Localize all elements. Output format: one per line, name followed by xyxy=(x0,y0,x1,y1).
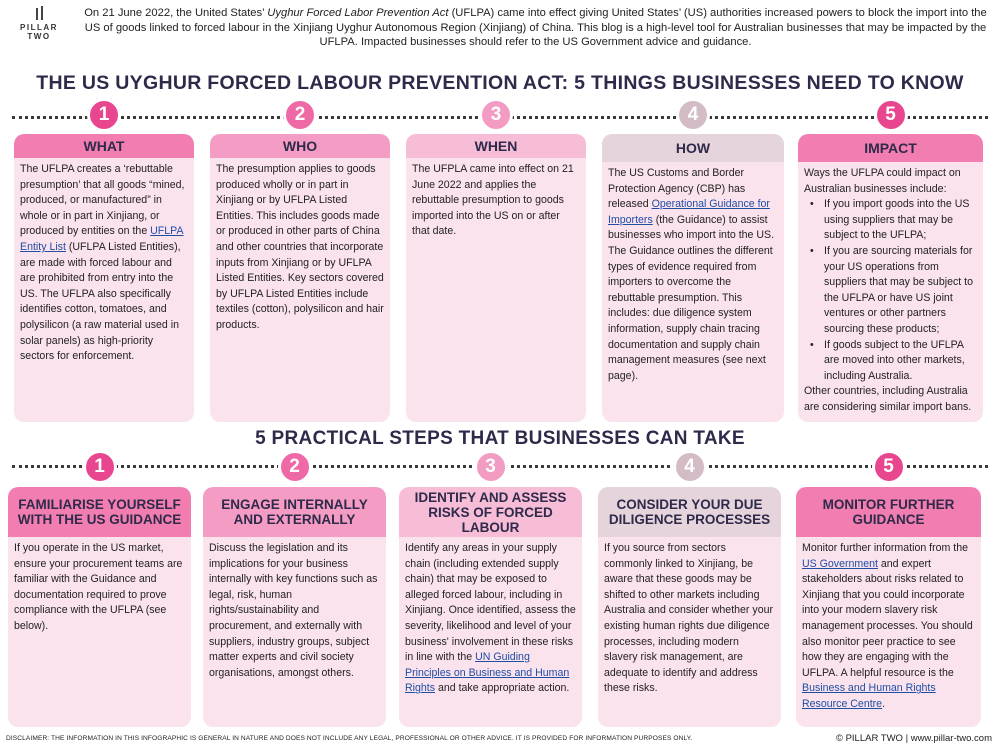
intro-text-2: (UFLPA) came into effect giving United States’ (US) authorities increased powers to block the import into the US of goods linked to forced labour in the Xinjiang Uyghur Autonomous Region (Xinjiang) of China. This blog is a high-level tool for Australian businesses that may be impacted by the UFLPA. Impacted businesses should refer to the US Government advice and guidance. xyxy=(84,7,987,49)
step-number-badge: 3 xyxy=(474,450,508,484)
know-card xyxy=(602,134,784,422)
know-card xyxy=(798,134,983,422)
resource-link[interactable]: US Government xyxy=(802,557,878,570)
know-card xyxy=(406,134,586,422)
step-card-body xyxy=(399,537,582,697)
impact-list-item: • If goods subject to the UFLPA are moved into other markets, including Australia. xyxy=(818,338,977,385)
know-card-heading: WHO xyxy=(210,134,390,158)
footer-credit xyxy=(836,733,992,744)
intro-act-name: Uyghur Forced Labor Prevention Act xyxy=(267,7,449,19)
step-number-badge: 4 xyxy=(673,450,707,484)
know-card-body xyxy=(14,158,194,365)
card-text: Other countries, including Australia are considering similar import bans. xyxy=(804,385,972,413)
know-number-badge: 2 xyxy=(283,98,317,132)
step-card xyxy=(203,487,386,727)
card-text: (UFLPA Listed Entities), are made with forced labour and are prohibited from entry into the US. The UFLPA also specifically identifies cotton, tomatoes, and polysilicon (a raw material used in solar panels) as high-priority sectors for enforcement. xyxy=(20,240,181,363)
know-card xyxy=(210,134,390,422)
impact-list-item: • If you import goods into the US using suppliers that may be subject to the UFLPA; xyxy=(818,197,977,244)
know-number-badge: 3 xyxy=(479,98,513,132)
intro-paragraph xyxy=(78,6,993,50)
card-text: . xyxy=(882,697,886,710)
know-card-heading: HOW xyxy=(602,134,784,162)
step-card-body xyxy=(598,537,781,697)
card-text: Ways the UFLPA could impact on Australian businesses include: xyxy=(804,167,961,195)
step-card-heading: FAMILIARISE YOURSELF WITH THE US GUIDANCE xyxy=(8,487,191,537)
step-card-heading: IDENTIFY AND ASSESS RISKS OF FORCED LABOUR xyxy=(399,487,582,537)
card-text: The presumption applies to goods produced wholly or in part in Xinjiang or by UFLPA Listed Entities. This includes goods made or produced in other parts of China and other countries that incorporate inputs from Xinjiang or by UFLPA Listed Entities. Key sectors covered by UFLPA Listed Entities include textiles (cotton), polysilicon and hair products. xyxy=(216,163,384,331)
step-number-badge: 1 xyxy=(83,450,117,484)
footer-separator: | xyxy=(905,733,909,744)
card-text: Identify any areas in your supply chain (including extended supply chain) that may be exposed to alleged forced labour, including in Xinjiang. Once identified, assess the severity, likelihood and level of your business' involvement in these risks in line with the xyxy=(405,542,576,664)
section-title-know: THE US UYGHUR FORCED LABOUR PREVENTION ACT: 5 THINGS BUSINESSES NEED TO KNOW xyxy=(36,72,964,94)
know-card-body xyxy=(798,162,983,416)
step-card-body xyxy=(203,537,386,681)
card-text: The US Customs and Border Protection Agency (CBP) has released xyxy=(608,167,746,211)
know-card-body xyxy=(210,158,390,334)
know-card-body xyxy=(406,158,586,240)
brand-logo xyxy=(8,6,70,41)
step-card-heading: CONSIDER YOUR DUE DILIGENCE PROCESSES xyxy=(598,487,781,537)
step-card xyxy=(796,487,981,727)
intro-text-1: On 21 June 2022, the United States’ xyxy=(84,7,268,19)
resource-link[interactable]: Business and Human Rights Resource Centre xyxy=(802,682,936,710)
disclaimer: DISCLAIMER: THE INFORMATION IN THIS INFOGRAPHIC IS GENERAL IN NATURE AND DOES NOT INCLUDE ANY LEGAL, PROFESSIONAL OR OTHER ADVICE. IT IS PROVIDED FOR INFORMATION PURPOSES ONLY. xyxy=(6,735,693,742)
know-card xyxy=(14,134,194,422)
know-card-body xyxy=(602,162,784,384)
step-number-badge: 2 xyxy=(278,450,312,484)
resource-link[interactable]: Operational Guidance for Importers xyxy=(608,198,770,226)
step-number-badge: 5 xyxy=(872,450,906,484)
card-text: (the Guidance) to assist businesses who import into the US. The Guidance outlines the different types of evidence required from importers to overcome the rebuttable presumption. This includes: due diligence system information, supply chain tracing documentation and supply chain management measures (see next page). xyxy=(608,213,775,382)
pillar-logo-icon xyxy=(8,6,70,20)
card-text: Monitor further information from the xyxy=(802,542,969,554)
step-card-body xyxy=(8,537,191,635)
step-card xyxy=(598,487,781,727)
step-card xyxy=(399,487,582,727)
step-card-heading: MONITOR FURTHER GUIDANCE xyxy=(796,487,981,537)
know-card-heading: WHAT xyxy=(14,134,194,158)
website-link[interactable]: www.pillar-two.com xyxy=(910,733,992,744)
know-number-badge: 4 xyxy=(676,98,710,132)
know-card-heading: WHEN xyxy=(406,134,586,158)
impact-list xyxy=(804,197,977,384)
impact-list-item: • If you are sourcing materials for your US operations from suppliers that may be subject to the UFLPA or have US joint ventures or other partners sourcing these products; xyxy=(818,244,977,338)
card-text: The UFLPA creates a ‘rebuttable presumption’ that all goods “mined, produced, or manufactured” in whole or in part in Xinjiang, or produced by entities on the xyxy=(20,163,185,238)
copyright: © PILLAR TWO xyxy=(835,733,903,744)
know-card-heading: IMPACT xyxy=(798,134,983,162)
card-text: The UFPLA came into effect on 21 June 2022 and applies the rebuttable presumption to goods imported into the US on or after that date. xyxy=(412,163,574,238)
card-text: If you operate in the US market, ensure your procurement teams are familiar with the Guidance and documentation required to prove compliance with the UFLPA (see below). xyxy=(14,542,183,632)
step-card-body xyxy=(796,537,981,713)
resource-link[interactable]: UFLPA Entity List xyxy=(20,225,184,253)
step-card xyxy=(8,487,191,727)
card-text: and take appropriate action. xyxy=(435,682,570,695)
section-title-steps: 5 PRACTICAL STEPS THAT BUSINESSES CAN TAKE xyxy=(255,428,745,449)
card-text: and expert stakeholders about risks related to Xinjiang that you could incorporate into your modern slavery risk management processes. You should also monitor peer practice to see how they are engaging with the UFLPA. A helpful resource is the xyxy=(802,557,973,679)
card-text: If you source from sectors commonly linked to Xinjiang, be aware that these goods may be shifted to other markets including Australia and consider whether your existing human rights due diligence processes, including modern slavery risk management, are adequate to identify and address these risks. xyxy=(604,542,774,695)
know-number-badge: 5 xyxy=(874,98,908,132)
step-card-heading: ENGAGE INTERNALLY AND EXTERNALLY xyxy=(203,487,386,537)
card-text: Discuss the legislation and its implications for your business internally with key functions such as legal, risk, human rights/sustainability and procurement, and externally with suppliers, industry groups, subject matter experts and civil society organisations, amongst others. xyxy=(209,542,378,679)
know-number-badge: 1 xyxy=(87,98,121,132)
resource-link[interactable]: UN Guiding Principles on Business and Human Rights xyxy=(405,651,570,695)
brand-name: PILLAR TWO xyxy=(20,23,58,41)
